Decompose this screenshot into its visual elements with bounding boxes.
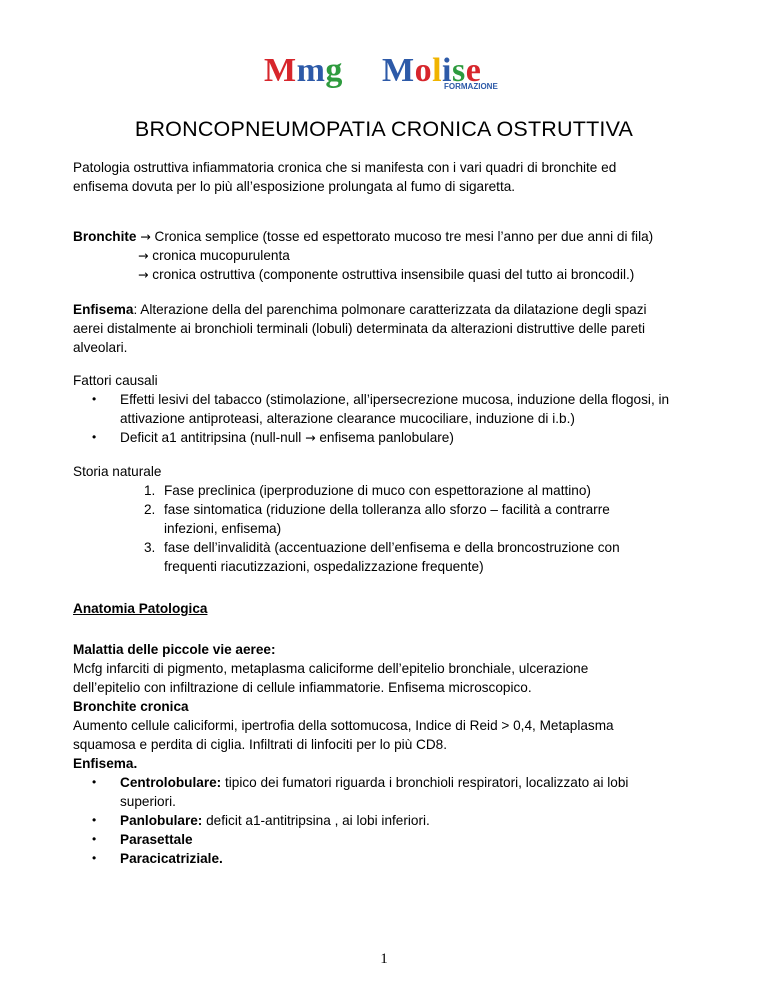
bullet-icon: • (92, 851, 97, 865)
storia-num-2: 2. (144, 502, 156, 517)
bullet-icon: • (92, 813, 97, 827)
bronchite-label: Bronchite (73, 229, 137, 244)
logo-molise: Molise (382, 52, 482, 89)
bronchite-cronica-heading: Bronchite cronica (73, 699, 189, 714)
enfisema-def-line-3: alveolari. (73, 340, 128, 355)
storia-item-3-line-1: fase dell’invalidità (accentuazione dell’enfisema e della broncostruzione con (164, 540, 620, 555)
malattia-heading: Malattia delle piccole vie aeree: (73, 642, 276, 657)
bullet-icon: • (92, 775, 97, 789)
logo-subtitle: FORMAZIONE (444, 82, 498, 91)
bronchite-cronica-line-1: Aumento cellule caliciformi, ipertrofia della sottomucosa, Indice di Reid > 0,4, Metaplasma (73, 718, 614, 733)
arrow-icon: → (305, 430, 316, 445)
bronchite-line-3: → cronica ostruttiva (componente ostruttiva insensibile quasi del tutto ai broncodil.) (138, 267, 635, 282)
storia-heading: Storia naturale (73, 464, 162, 479)
enfisema-item-1-line-1: Centrolobulare: tipico dei fumatori riguarda i bronchioli respiratori, localizzato ai lobi (120, 775, 629, 790)
storia-item-1: Fase preclinica (iperproduzione di muco con espettorazione al mattino) (164, 483, 591, 498)
bullet-icon: • (92, 832, 97, 846)
storia-num-1: 1. (144, 483, 156, 498)
bullet-icon: • (92, 430, 97, 444)
malattia-line-2: dell’epitelio con infiltrazione di cellule infiammatorie. Enfisema microscopico. (73, 680, 532, 695)
arrow-icon: → (138, 248, 149, 263)
enfisema-item-1-line-2: superiori. (120, 794, 176, 809)
logo-mmg: Mmg (264, 52, 343, 89)
intro-line-1: Patologia ostruttiva infiammatoria cronica che si manifesta con i vari quadri di bronchite ed (73, 160, 617, 175)
bronchite-line-2: → cronica mucopurulenta (138, 248, 290, 263)
enfisema-item-2: Panlobulare: deficit a1-antitripsina , ai lobi inferiori. (120, 813, 430, 828)
enfisema-heading: Enfisema. (73, 756, 138, 771)
logo (264, 52, 504, 94)
arrow-icon: → (140, 229, 151, 244)
fattori-bullet-2: Deficit a1 antitripsina (null-null → enfisema panlobulare) (120, 430, 454, 445)
enfisema-item-4: Paracicatriziale. (120, 851, 223, 866)
enfisema-def-line-2: aerei distalmente ai bronchioli terminali (lobuli) determinata da alterazioni distruttive delle pareti (73, 321, 645, 336)
storia-item-2-line-2: infezioni, enfisema) (164, 521, 282, 536)
enfisema-def-line-1: Enfisema: Alterazione della del parenchima polmonare caratterizzata da dilatazione degli spazi (73, 302, 647, 317)
storia-item-2-line-1: fase sintomatica (riduzione della tolleranza allo sforzo – facilità a contrarre (164, 502, 610, 517)
storia-item-3-line-2: frequenti riacutizzazioni, ospedalizzazione frequente) (164, 559, 484, 574)
anatomia-heading: Anatomia Patologica (73, 601, 208, 616)
bronchite-cronica-line-2: squamosa e perdita di ciglia. Infiltrati di linfociti per lo più CD8. (73, 737, 448, 752)
enfisema-label: Enfisema (73, 302, 134, 317)
bullet-icon: • (92, 392, 97, 406)
page-number: 1 (380, 951, 388, 967)
fattori-heading: Fattori causali (73, 373, 158, 388)
arrow-icon: → (138, 267, 149, 282)
enfisema-item-3: Parasettale (120, 832, 193, 847)
fattori-bullet-1-line-2: attivazione antiproteasi, alterazione clearance mucociliare, induzione di i.b.) (120, 411, 575, 426)
malattia-line-1: Mcfg infarciti di pigmento, metaplasma caliciforme dell’epitelio bronchiale, ulcerazione (73, 661, 589, 676)
fattori-bullet-1-line-1: Effetti lesivi del tabacco (stimolazione, all’ipersecrezione mucosa, induzione della flogosi, in (120, 392, 670, 407)
bronchite-line-1: Bronchite → Cronica semplice (tosse ed espettorato mucoso tre mesi l’anno per due anni di fila) (73, 229, 654, 244)
intro-line-2: enfisema dovuta per lo più all’esposizione prolungata al fumo di sigaretta. (73, 179, 516, 194)
page-title: BRONCOPNEUMOPATIA CRONICA OSTRUTTIVA (134, 117, 634, 141)
storia-num-3: 3. (144, 540, 156, 555)
